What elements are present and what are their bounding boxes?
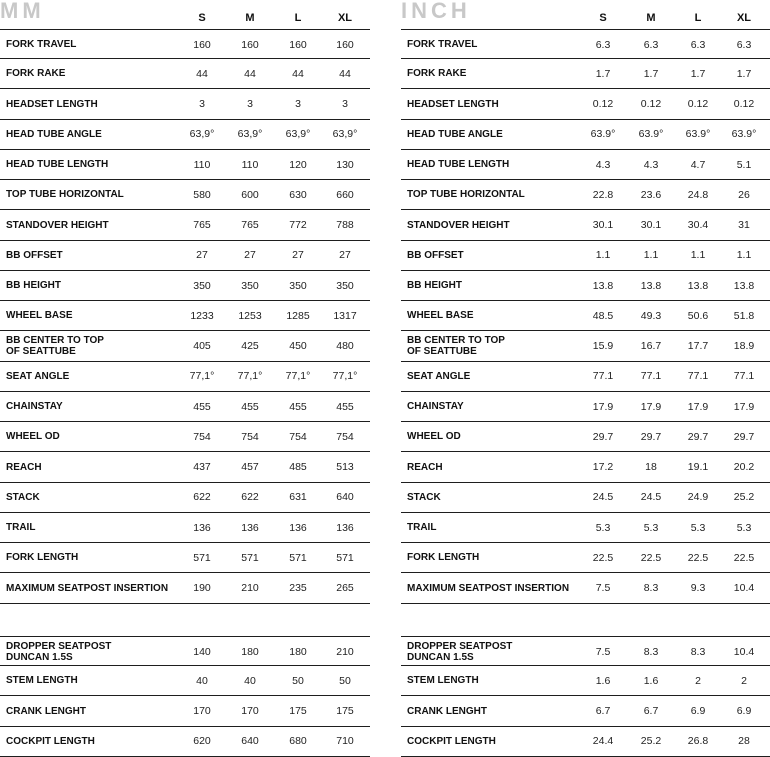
cell-value: 660 [336, 188, 354, 201]
cell-value: 170 [193, 705, 211, 717]
table-row [401, 332, 770, 362]
row-label: FORK TRAVEL [6, 39, 77, 50]
cell-value: 630 [289, 188, 307, 201]
cell-value: 27 [196, 249, 208, 262]
cell-value: 437 [193, 461, 211, 473]
cell-value: 5.3 [643, 521, 659, 534]
row-label: DROPPER SEATPOST DUNCAN 1.5S [6, 640, 112, 663]
cell-value: 44 [292, 67, 304, 80]
cell-value: 3 [247, 98, 253, 110]
cell-value: 77,1° [189, 370, 215, 383]
cell-value: 1.1 [690, 249, 706, 262]
table-row [401, 727, 770, 757]
table-row [0, 90, 370, 120]
cell-value: 24.5 [592, 491, 614, 504]
cell-value: 29.7 [640, 430, 662, 443]
cell-value: 48.5 [592, 309, 614, 322]
cell-value: 772 [289, 219, 307, 231]
cell-value: 6.7 [643, 705, 659, 717]
cell-value: 350 [289, 279, 307, 292]
cell-value: 6.3 [736, 38, 752, 51]
cell-value: 5.1 [736, 158, 752, 171]
cell-value: 17.9 [592, 400, 614, 413]
table-row [401, 90, 770, 120]
cell-value: 63,9° [189, 128, 215, 141]
row-label: CRANK LENGHT [6, 705, 86, 717]
table-row [0, 362, 370, 392]
cell-value: 765 [193, 219, 211, 231]
table-row [401, 422, 770, 452]
cell-value: 1253 [238, 309, 262, 322]
row-label: STACK [6, 491, 40, 503]
row-label: TOP TUBE HORIZONTAL [407, 189, 525, 201]
mm-unit-title: MM [0, 0, 45, 23]
cell-value: 63,9° [237, 128, 263, 141]
cell-value: 26 [738, 188, 750, 201]
cell-value: 63,9° [285, 128, 311, 141]
cell-value: 20.2 [733, 461, 755, 473]
cell-value: 350 [241, 279, 259, 292]
row-label: CHAINSTAY [407, 401, 464, 412]
table-row [401, 574, 770, 604]
cell-value: 10.4 [733, 582, 755, 594]
cell-value: 8.3 [643, 645, 659, 658]
cell-value: 640 [336, 491, 354, 504]
cell-value: 8.3 [643, 582, 659, 594]
cell-value: 3 [342, 98, 348, 110]
cell-value: 600 [241, 188, 259, 201]
cell-value: 235 [289, 582, 307, 594]
cell-value: 571 [289, 551, 307, 564]
cell-value: 210 [241, 582, 259, 594]
row-label: MAXIMUM SEATPOST INSERTION [6, 582, 169, 594]
cell-value: 4.3 [595, 158, 611, 171]
cell-value: 40 [244, 674, 256, 687]
cell-value: 44 [196, 67, 208, 80]
cell-value: 6.9 [736, 705, 752, 717]
table-row [401, 362, 770, 392]
table-row [0, 301, 370, 331]
cell-value: 5.3 [736, 521, 752, 534]
cell-value: 77.1 [733, 370, 755, 383]
row-label: DROPPER SEATPOST DUNCAN 1.5S [407, 640, 513, 663]
cell-value: 10.4 [733, 645, 755, 658]
cell-value: 22.5 [592, 551, 614, 564]
row-label: SEAT ANGLE [407, 370, 471, 382]
row-label: BB CENTER TO TOP OF SEATTUBE [6, 335, 104, 357]
cell-value: 29.7 [687, 430, 709, 443]
cell-value: 1.7 [595, 67, 611, 80]
cell-value: 405 [193, 340, 211, 352]
table-row [0, 697, 370, 727]
cell-value: 24.8 [687, 188, 709, 201]
table-row [0, 180, 370, 210]
row-label: BB HEIGHT [6, 280, 61, 291]
cell-value: 17.9 [687, 400, 709, 413]
row-label: REACH [6, 461, 42, 473]
cell-value: 16.7 [640, 340, 662, 352]
cell-value: 190 [193, 582, 211, 594]
table-row [401, 636, 770, 666]
cell-value: 710 [336, 735, 354, 748]
cell-value: 580 [193, 188, 211, 201]
table-row [0, 59, 370, 89]
cell-value: 765 [241, 219, 259, 231]
table-row [401, 483, 770, 513]
cell-value: 571 [336, 551, 354, 564]
cell-value: 1.6 [643, 674, 659, 687]
cell-value: 18 [645, 461, 657, 473]
cell-value: 27 [292, 249, 304, 262]
inch-size-header-m: M [646, 12, 656, 24]
row-label: STACK [407, 491, 441, 503]
row-label: BB OFFSET [6, 249, 63, 261]
table-row [401, 392, 770, 422]
cell-value: 2 [695, 674, 701, 687]
row-label: WHEEL BASE [407, 310, 474, 322]
cell-value: 1.7 [643, 67, 659, 80]
cell-value: 17.9 [640, 400, 662, 413]
cell-value: 17.9 [733, 400, 755, 413]
cell-value: 23.6 [640, 188, 662, 201]
cell-value: 30.1 [592, 219, 614, 231]
cell-value: 19.1 [687, 461, 709, 473]
cell-value: 77.1 [592, 370, 614, 383]
cell-value: 13.8 [687, 279, 709, 292]
row-label: WHEEL OD [6, 431, 60, 443]
cell-value: 622 [193, 491, 211, 504]
row-label: CHAINSTAY [6, 401, 63, 412]
cell-value: 754 [336, 430, 354, 443]
inch-unit-title: INCH [401, 0, 471, 23]
row-label: MAXIMUM SEATPOST INSERTION [407, 582, 570, 594]
cell-value: 754 [193, 430, 211, 443]
cell-value: 44 [244, 67, 256, 80]
cell-value: 25.2 [640, 735, 662, 748]
mm-size-header-xl: XL [337, 12, 353, 24]
cell-value: 31 [738, 219, 750, 231]
cell-value: 450 [289, 340, 307, 352]
cell-value: 136 [241, 521, 259, 534]
cell-value: 180 [241, 645, 259, 658]
row-label: WHEEL OD [407, 431, 461, 443]
table-row [0, 574, 370, 604]
inch-size-header-xl: XL [736, 12, 752, 24]
cell-value: 136 [193, 521, 211, 534]
cell-value: 25.2 [733, 491, 755, 504]
cell-value: 63.9° [685, 128, 711, 141]
row-label: SEAT ANGLE [6, 370, 70, 382]
inch-size-header-l: L [694, 12, 702, 24]
cell-value: 17.2 [592, 461, 614, 473]
cell-value: 640 [241, 735, 259, 748]
cell-value: 8.3 [690, 645, 706, 658]
cell-value: 513 [336, 461, 354, 473]
cell-value: 9.3 [690, 582, 706, 594]
row-label: TRAIL [407, 522, 437, 533]
cell-value: 4.3 [643, 158, 659, 171]
table-row [401, 453, 770, 483]
table-row [401, 29, 770, 59]
cell-value: 0.12 [687, 98, 709, 110]
cell-value: 22.5 [640, 551, 662, 564]
table-row [0, 513, 370, 543]
cell-value: 6.9 [690, 705, 706, 717]
table-row [401, 59, 770, 89]
cell-value: 136 [289, 521, 307, 534]
cell-value: 110 [193, 158, 211, 171]
cell-value: 160 [241, 38, 259, 51]
cell-value: 1233 [190, 309, 214, 322]
cell-value: 30.4 [687, 219, 709, 231]
row-label: WHEEL BASE [6, 310, 73, 322]
row-label: FORK LENGTH [407, 552, 480, 564]
cell-value: 13.8 [733, 279, 755, 292]
cell-value: 1.1 [595, 249, 611, 262]
cell-value: 24.4 [592, 735, 614, 748]
cell-value: 63.9° [731, 128, 757, 141]
cell-value: 77,1° [237, 370, 263, 383]
cell-value: 77,1° [285, 370, 311, 383]
row-label: HEAD TUBE ANGLE [6, 128, 102, 140]
cell-value: 22.5 [687, 551, 709, 564]
cell-value: 3 [199, 98, 205, 110]
cell-value: 130 [336, 158, 354, 171]
table-row [401, 211, 770, 241]
cell-value: 50 [292, 674, 304, 687]
cell-value: 350 [193, 279, 211, 292]
table-row [0, 241, 370, 271]
cell-value: 140 [193, 645, 211, 658]
cell-value: 120 [289, 158, 307, 171]
row-label: FORK TRAVEL [407, 39, 478, 50]
table-row [0, 211, 370, 241]
cell-value: 6.3 [595, 38, 611, 51]
cell-value: 160 [193, 38, 211, 51]
cell-value: 63.9° [638, 128, 664, 141]
table-row [0, 543, 370, 573]
cell-value: 622 [241, 491, 259, 504]
table-row [401, 180, 770, 210]
table-row [401, 271, 770, 301]
cell-value: 620 [193, 735, 211, 748]
row-label: STANDOVER HEIGHT [6, 219, 109, 231]
row-label: TRAIL [6, 522, 36, 533]
cell-value: 49.3 [640, 309, 662, 322]
row-label: STEM LENGTH [6, 675, 78, 687]
cell-value: 571 [193, 551, 211, 564]
cell-value: 680 [289, 735, 307, 748]
cell-value: 0.12 [592, 98, 614, 110]
table-row [0, 453, 370, 483]
table-row [401, 120, 770, 150]
row-label: BB HEIGHT [407, 280, 462, 291]
table-row [0, 483, 370, 513]
table-row [0, 636, 370, 666]
row-label: FORK LENGTH [6, 552, 79, 564]
cell-value: 7.5 [595, 645, 611, 658]
cell-value: 175 [289, 705, 307, 717]
row-label: BB CENTER TO TOP OF SEATTUBE [407, 335, 505, 357]
cell-value: 1317 [333, 309, 357, 322]
mm-size-header-s: S [198, 12, 206, 24]
row-label: COCKPIT LENGTH [6, 735, 95, 747]
table-row [0, 727, 370, 757]
row-label: HEAD TUBE LENGTH [6, 159, 109, 170]
row-label: FORK RAKE [6, 68, 66, 80]
inch-size-header-s: S [599, 12, 607, 24]
cell-value: 1.7 [736, 67, 752, 80]
cell-value: 28 [738, 735, 750, 748]
cell-value: 571 [241, 551, 259, 564]
cell-value: 27 [339, 249, 351, 262]
cell-value: 77,1° [332, 370, 358, 383]
cell-value: 265 [336, 582, 354, 594]
cell-value: 15.9 [592, 340, 614, 352]
table-row [401, 697, 770, 727]
cell-value: 455 [289, 400, 307, 413]
cell-value: 51.8 [733, 309, 755, 322]
row-label: HEAD TUBE ANGLE [407, 128, 503, 140]
table-row [0, 120, 370, 150]
mm-size-header-l: L [294, 12, 302, 24]
cell-value: 3 [295, 98, 301, 110]
row-label: BB OFFSET [407, 249, 464, 261]
cell-value: 30.1 [640, 219, 662, 231]
cell-value: 175 [336, 705, 354, 717]
cell-value: 170 [241, 705, 259, 717]
cell-value: 0.12 [733, 98, 755, 110]
cell-value: 485 [289, 461, 307, 473]
cell-value: 788 [336, 219, 354, 231]
cell-value: 77.1 [687, 370, 709, 383]
cell-value: 1.1 [643, 249, 659, 262]
cell-value: 0.12 [640, 98, 662, 110]
cell-value: 24.9 [687, 491, 709, 504]
table-row [401, 150, 770, 180]
row-label: FORK RAKE [407, 68, 467, 80]
cell-value: 350 [336, 279, 354, 292]
cell-value: 455 [241, 400, 259, 413]
cell-value: 2 [741, 674, 747, 687]
cell-value: 13.8 [592, 279, 614, 292]
cell-value: 50.6 [687, 309, 709, 322]
cell-value: 455 [336, 400, 354, 413]
row-label: CRANK LENGHT [407, 705, 487, 717]
table-row [0, 666, 370, 696]
table-row [0, 150, 370, 180]
row-label: HEADSET LENGTH [6, 98, 98, 110]
cell-value: 22.8 [592, 188, 614, 201]
cell-value: 160 [289, 38, 307, 51]
table-row [0, 271, 370, 301]
cell-value: 77.1 [640, 370, 662, 383]
cell-value: 29.7 [733, 430, 755, 443]
cell-value: 754 [289, 430, 307, 443]
cell-value: 754 [241, 430, 259, 443]
cell-value: 1.6 [595, 674, 611, 687]
row-label: REACH [407, 461, 443, 473]
row-label: STANDOVER HEIGHT [407, 219, 510, 231]
cell-value: 455 [193, 400, 211, 413]
cell-value: 22.5 [733, 551, 755, 564]
row-label: HEAD TUBE LENGTH [407, 159, 510, 170]
table-row [401, 301, 770, 331]
cell-value: 13.8 [640, 279, 662, 292]
cell-value: 63,9° [332, 128, 358, 141]
cell-value: 136 [336, 521, 354, 534]
cell-value: 5.3 [690, 521, 706, 534]
cell-value: 63.9° [590, 128, 616, 141]
cell-value: 4.7 [690, 158, 706, 171]
cell-value: 26.8 [687, 735, 709, 748]
cell-value: 6.7 [595, 705, 611, 717]
row-label: HEADSET LENGTH [407, 98, 499, 110]
cell-value: 50 [339, 674, 351, 687]
cell-value: 5.3 [595, 521, 611, 534]
cell-value: 6.3 [690, 38, 706, 51]
cell-value: 1285 [286, 309, 310, 322]
cell-value: 6.3 [643, 38, 659, 51]
cell-value: 40 [196, 674, 208, 687]
table-row [0, 332, 370, 362]
cell-value: 27 [244, 249, 256, 262]
cell-value: 180 [289, 645, 307, 658]
cell-value: 160 [336, 38, 354, 51]
cell-value: 480 [336, 340, 354, 352]
table-row [401, 666, 770, 696]
cell-value: 29.7 [592, 430, 614, 443]
cell-value: 457 [241, 461, 259, 473]
mm-size-header-m: M [245, 12, 255, 24]
row-label: TOP TUBE HORIZONTAL [6, 189, 124, 201]
table-row [0, 422, 370, 452]
cell-value: 631 [289, 491, 307, 504]
cell-value: 44 [339, 67, 351, 80]
table-row [0, 29, 370, 59]
cell-value: 7.5 [595, 582, 611, 594]
cell-value: 1.7 [690, 67, 706, 80]
table-row [401, 543, 770, 573]
cell-value: 17.7 [687, 340, 709, 352]
table-row [401, 241, 770, 271]
cell-value: 425 [241, 340, 259, 352]
cell-value: 110 [241, 158, 259, 171]
table-row [401, 513, 770, 543]
row-label: COCKPIT LENGTH [407, 735, 496, 747]
cell-value: 24.5 [640, 491, 662, 504]
cell-value: 1.1 [736, 249, 752, 262]
cell-value: 210 [336, 645, 354, 658]
cell-value: 18.9 [733, 340, 755, 352]
table-row [0, 392, 370, 422]
row-label: STEM LENGTH [407, 675, 479, 687]
